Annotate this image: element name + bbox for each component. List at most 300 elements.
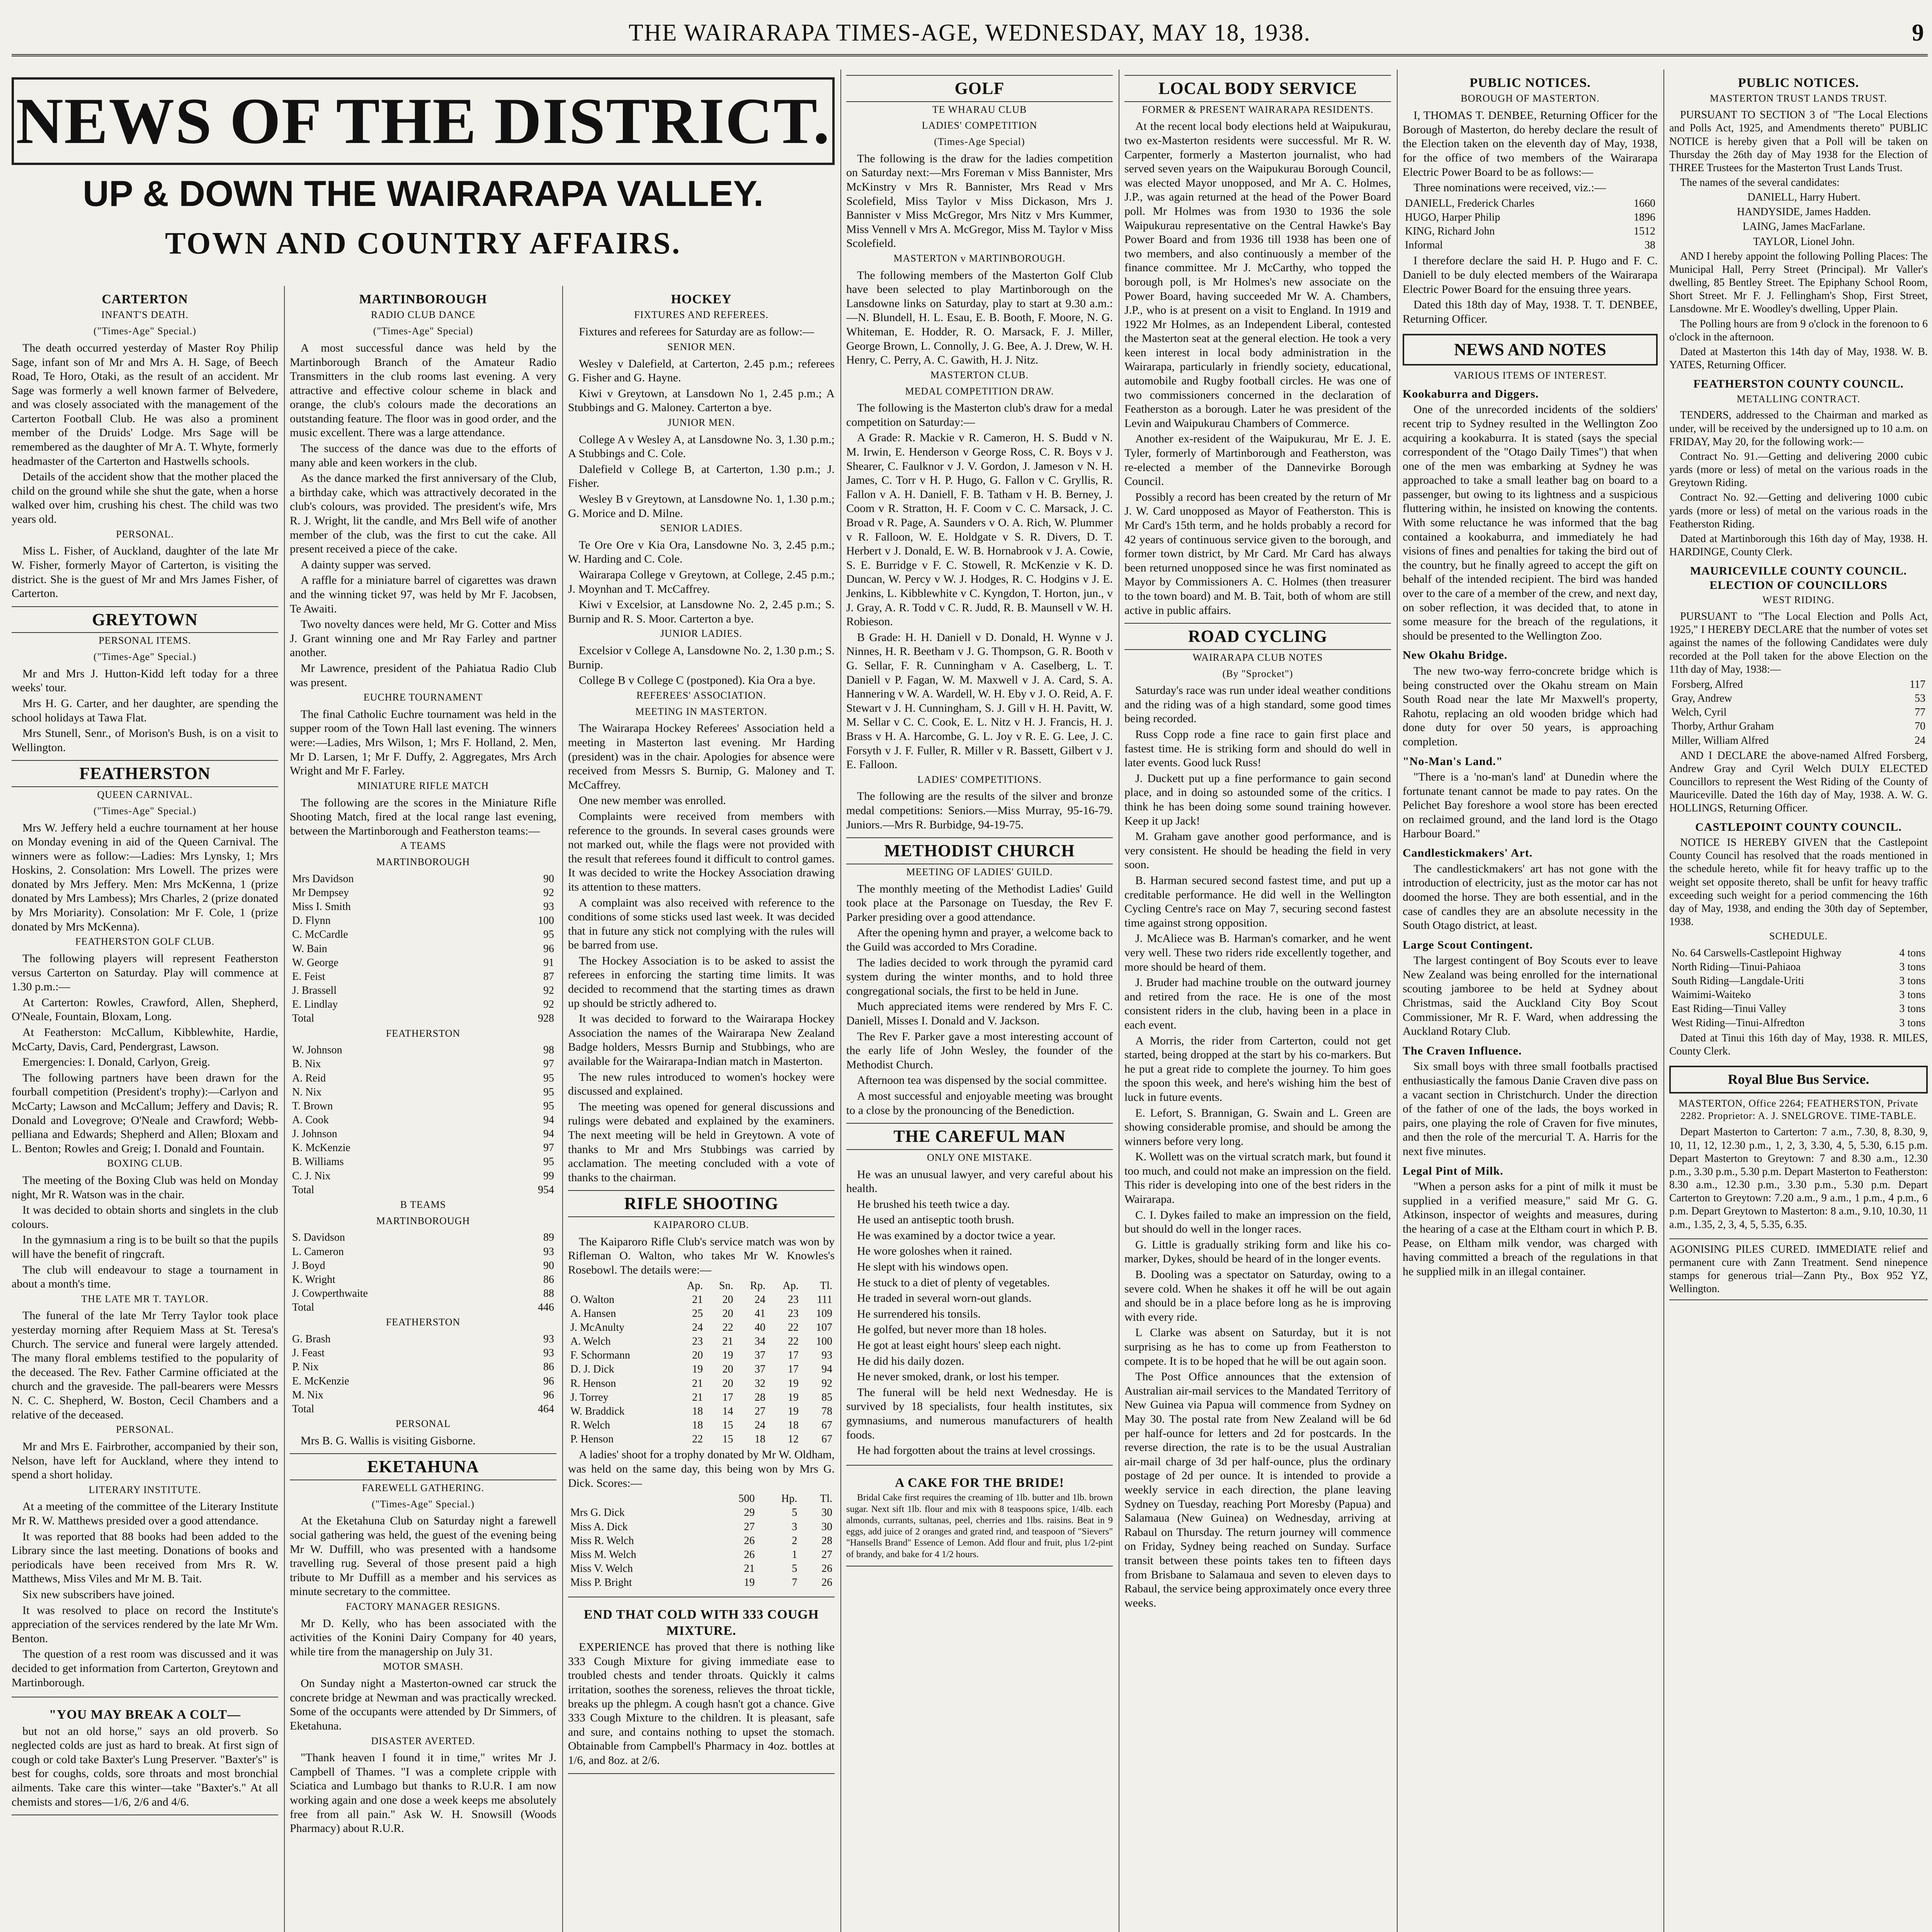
featherston-sub1: QUEEN CARNIVAL. [97,789,193,801]
table-cell: 111 [817,1293,832,1306]
carterton-p1: The death occurred yesterday of Master Roy Philip Sage, infant son of Mr and Mrs A. H. Sage, of Beech Road, Te Horo, Otaki, as the result of an accident. Mr Sage was formerly a well known farmer of Belvedere, and was closely associated with the management of the Carterton Football Club. He was also a prominent member of the Druids' Lodge. Mrs Sage will be remembered as the daughter of Mr A. T. Whyte, formerly headmaster of the Carterton and Hastwells schools. [12,341,278,468]
masthead-title: THE WAIRARAPA TIMES-AGE, WEDNESDAY, MAY 18, 1938. [628,19,1311,46]
table-cell: Thorby, Arthur Graham [1672,720,1774,733]
table-cell: 117 [1910,678,1925,690]
table-cell: Miss P. Bright [570,1577,632,1589]
cycling-p15: The Post Office announces that the extension of Australian air-mail services to the Mandated Territory of New Guinea via Papua will commence from Sydney on May 30. The postal rate from New Zealand will be 6d per half-ounce for letters and 2d for postcards. In the reverse direction, the rate is to be the usual Australian air-mail charge of 3d per half-ounce, plus the ordinary postage of 2d per ounce. It is intended to provide a weekly service in each direction, the plane leaving Sydney on Tuesday, reaching Port Moresby (Papua) and Salamaua (New Guinea) on Wednesday, arriving at Rabaul on Thursday. The return journey will commence on Friday, Sydney being reached on Sunday. Surface transit between these points takes ten to fifteen days from Brisbane to Salamaua and seven to eleven days to Rabaul, the service being approximately once every three weeks. [1124,1370,1391,1609]
golf-p1: The following is the draw for the ladies competition on Saturday next:—Mrs Foreman v Miss Bannister, Mrs McKinstry v Mrs R. Bannister, Mrs Read v Mrs Scolefield, Miss Taylor v Miss Dickason, Mrs J. Bannister v Miss McGregor, Mrs Nitz v Mrs Kummer, Miss Vennell v Mrs A. McGregor, Miss M. Taylor v Miss Scolefield. [846,152,1113,250]
table-cell: 67 [821,1419,832,1432]
table-cell: 40 [754,1321,765,1334]
golf-p4: A Grade: R. Mackie v R. Cameron, H. S. Budd v N. M. Irwin, E. Henderson v George Ross, C. R. Boys v J. Shearer, C. Faulknor v J. V. Gordon, J. Jameson v N. H. James, C. Torr v H. P. Hugo, G. Fallon v C. Gryllis, R. Fallon v A. H. Daniell, F. B. Tatham v H. B. Berney, J. Coom v R. Stratton, H. F. Coom v C. C. Marsack, J. C. Broad v R. Page, A. Saunders v O. A. Rich, W. Plummer v R. Falloon, W. E. Holdgate v S. R. Divers, D. T. Herbert v J. Donald, E. W. B. Hornabrook v J. A. Cowie, S. E. Burridge v F. C. Stowell, R. McKenzie v K. D. Duncan, W. Percy v W. J. Hodges, R. C. Hodgins v J. E. Jenkins, L. Kibblewhite v C. Kyngdon, T. Horton, jun., v J. Gray, A. R. Todd v C. R. Judd, R. B. Maunsell v W. H. Robieson. [846,431,1113,628]
total-value: 928 [538,1012,554,1025]
table-row [1403,197,1658,211]
martinborough-sub1: RADIO CLUB DANCE [371,309,476,321]
table-header-cell: Hp. [781,1493,798,1505]
eketahuna-heading: EKETAHUNA [290,1453,556,1480]
golf-sub4: MASTERTON CLUB. [930,369,1029,381]
table-row [290,1374,556,1388]
table-cell: 92 [543,886,554,899]
table-cell: 23 [787,1307,799,1320]
rifle-p2: A ladies' shoot for a trophy donated by Mr W. Oldham, was held on the same day, this being won by Mrs G. Dick. Scores:— [568,1448,835,1490]
table-cell: East Riding—Tinui Valley [1672,1003,1787,1015]
table-cell: 93 [543,901,554,913]
cough-ad [568,1597,835,1774]
table-cell: 7 [792,1577,798,1589]
table-cell: J. Johnson [292,1128,337,1140]
table-cell: T. Brown [292,1100,333,1112]
table-row [290,928,556,942]
golf-sub2: LADIES' COMPETITION [922,120,1037,131]
table-cell: 96 [543,1375,554,1387]
nn-p2: The new two-way ferro-concrete bridge which is being constructed over the Okahu stream on Main South Road near the late Mr Maxwell's property, Rahotu, replacing an old wooden bridge which had done duty for over 50 years, is approaching completion. [1403,665,1658,748]
table-row [568,1335,835,1349]
table-cell: 27 [821,1548,832,1561]
trust-p12: NOTICE IS HEREBY GIVEN that the Castlepoint County Council has resolved that the roads mentioned in the schedule hereto, while fit for heavy traffic up to the weight set opposite thereto, shall be unfit for heavy traffic exceeding such weight for a period commencing the 16th day of May, 1938, and ending the 30th day of September, 1938. [1669,837,1928,928]
table-cell: 38 [1645,239,1655,252]
nn-p5: The largest contingent of Boy Scouts ever to leave New Zealand was being enrolled for the international scouting jamboree to be held at Sydney about Christmas, said the Auckland City Boy Scout Commissioner, Mr R. F. Ward, when addressing the Auckland Rotary Club. [1403,954,1658,1038]
hockey-p1: Fixtures and referees for Saturday are as follow:— [579,325,814,338]
table-row [290,1259,556,1273]
local-p3: Possibly a record has been created by the return of Mr J. W. Card unopposed as Mayor of Featherston. This is Mr Card's 15th term, and he holds probably a record for 42 years of continuous service given to the borough, and former town district, by Mr Card. Mr Card has always been returned unopposed since he was first nominated as Mayor by Commissioners A. C. Holmes (then treasurer to the town board) and M. B. Tait, both of whom are still active in public affairs. [1124,490,1391,617]
table-cell: J. Torrey [570,1391,609,1403]
table-cell: W. Johnson [292,1044,342,1056]
b-mart-total [290,1301,556,1315]
total-value: 954 [538,1184,554,1196]
table-row [290,1127,556,1141]
table-cell: 27 [754,1405,765,1417]
cycling-heading: ROAD CYCLING [1124,623,1391,650]
featherston-p8: It was decided to obtain shorts and singlets in the club colours. [12,1204,278,1231]
table-row [568,1307,835,1321]
careful-lines [846,1168,1113,1458]
nn-p7: "When a person asks for a pint of milk it must be supplied in a verified measure," said Mr G. G. Atkinson, inspector of weights and measures, during the hearing of a case at the Eltham court in which P. B. Pease, on Eltham milk vendor, was charged with having committed a breach of the regulations in that he supplied milk in an illegal container. [1403,1180,1658,1278]
table-cell: 94 [543,1128,554,1140]
featherston-p7: The meeting of the Boxing Club was held on Monday night, Mr R. Watson was in the chair. [12,1174,278,1201]
table-row [290,1085,556,1099]
local-heading: LOCAL BODY SERVICE [1124,75,1391,102]
table-cell: 20 [722,1307,733,1320]
column-rule [1397,70,1398,1932]
table-cell: M. Nix [292,1389,323,1401]
bus-tel: MASTERTON, Office 2264; FEATHERSTON, Private 2282. Proprietor: A. J. SNELGROVE. TIME-TABLE. [1679,1098,1918,1121]
b-feat-total [290,1402,556,1416]
methodist-p1: The monthly meeting of the Methodist Ladies' Guild took place at the Parsonage on Tuesday, the Rev F. Parker presiding over a good attendance. [846,882,1113,923]
featherston-p2: The following players will represent Featherston versus Carterton on Saturday. Play will commence at 1.30 p.m.:— [12,952,278,993]
nn-h3: "No-Man's Land." [1403,755,1503,768]
column-1 [12,286,278,1932]
cake-heading: A CAKE FOR THE BRIDE! [895,1475,1064,1490]
martinborough-p3: As the dance marked the first anniversary of the Club, a birthday cake, which was attractively decorated in the club's colours, was provided. The president's wife, Mrs R. J. Wright, lit the candle, and Mrs Bell wife of another member of the club, was the first to cut the cake. All present received a piece of the cake. [290,472,556,556]
table-cell: 17 [722,1391,733,1403]
table-cell: F. Schormann [570,1349,630,1362]
methodist-sub1: MEETING OF LADIES' GUILD. [906,866,1053,878]
a-feat-heading: FEATHERSTON [386,1027,461,1039]
table-cell: C. McCardle [292,929,348,941]
section-title: TOWN AND COUNTRY AFFAIRS. [165,226,681,260]
greytown-p1: Mr and Mrs J. Hutton-Kidd left today for a three weeks' tour. [12,667,278,694]
table-cell: C. J. Nix [292,1170,331,1182]
table-cell: No. 64 Carswells-Castlepoint Highway [1672,947,1842,959]
table-row [290,1346,556,1360]
table-cell: 21 [744,1562,755,1575]
table-cell: J. McAnulty [570,1321,624,1334]
a-mart-table [290,872,556,1012]
cycling-sub1: WAIRARAPA CLUB NOTES [1192,651,1323,663]
trust-p6: TENDERS, addressed to the Chairman and marked as under, will be received by the undersigned up to 10 a.m. on FRIDAY, May 20, for the following work:— [1669,409,1928,448]
table-row [290,1071,556,1085]
cycling-p11: C. I. Dykes failed to make an impression on the field, but should do well in the longer races. [1124,1208,1391,1236]
table-cell: 3 tons [1899,1017,1925,1029]
list-item: HANDYSIDE, James Hadden. [1737,206,1871,218]
hockey-jm2: Dalefield v College B, at Carterton, 1.30 p.m.; J. Fisher. [568,463,835,490]
table-cell: 18 [692,1405,703,1417]
golf-p6: The following are the results of the silver and bronze medal competitions: Seniors.—Miss Murray, 95-16-79. Juniors.—Mrs R. Burbidge, 94-19-75. [846,790,1113,831]
list-item: He golfed, but never more than 18 holes. [857,1323,1047,1336]
table-cell: 17 [787,1363,799,1376]
table-cell: 19 [787,1391,799,1403]
columns [12,70,1928,1932]
table-cell: 17 [787,1349,799,1362]
table-cell: 95 [543,929,554,941]
table-cell: Gray, Andrew [1672,692,1732,705]
table-cell: 88 [543,1287,554,1299]
table-cell: 53 [1915,692,1925,705]
table-cell: 92 [543,998,554,1011]
trust-t3b: WEST RIDING. [1762,594,1835,606]
table-cell: 23 [787,1293,799,1306]
table-row [1669,734,1928,748]
table-cell: 90 [543,872,554,885]
a-feat-table [290,1043,556,1183]
greytown-special: ("Times-Age" Special.) [93,651,197,663]
hockey-p4: Complaints were received from members with reference to the grounds. In several cases grounds were not marked out, while the flags were not provided with the result that referees found it difficult to control games. It was decided to write the Hockey Association drawing its attention to these matters. [568,810,835,893]
table-header-cell: Sn. [719,1279,733,1292]
martinborough-p9: The following are the scores in the Miniature Rifle Shooting Match, fired at the local range last evening, between the Martinborough and Featherston teams:— [290,796,556,837]
table-cell: P. Nix [292,1361,319,1373]
golf-p2: The following members of the Masterton Golf Club have been selected to play Martinborough on the Lansdowne links on Saturday, play to start at 9.30 a.m.:—N. Blundell, H. L. Esau, E. B. Booth, F. Moore, N. G. Whiteman, E. Hodder, R. O. Marsack, F. J. Miller, George Brown, L. Connolly, J. G. Bee, A. J. Drew, W. H. Henry, C. Perry, A. C. Gawith, H. J. Nitz. [846,269,1113,367]
table-cell: 12 [787,1433,799,1446]
table-cell: D. Flynn [292,915,331,927]
b-feat-table [290,1332,556,1402]
table-row [290,1388,556,1402]
cycling-p6: J. McAliece was B. Harman's comarker, and he went very well. These two riders ride excellently together, and more should be heard of them. [1124,932,1391,973]
table-cell: E. Lindlay [292,998,338,1011]
hockey-p6: The Hockey Association is to be asked to assist the referees in enforcing the starting time limits. It was decided to recommend that the starting times as drawn up should be strictly adhered to. [568,954,835,1010]
total-label: Total [292,1012,315,1025]
table-cell: KING, Richard John [1405,225,1495,238]
cycling-p1: Saturday's race was run under ideal weather conditions and the riding was of a high standard, some good times being recorded. [1124,684,1391,725]
hockey-p8: The new rules introduced to women's hockey were discussed and explained. [568,1070,835,1098]
table-cell: K. McKenzie [292,1142,350,1154]
newspaper-page [12,12,1928,1932]
golf-sub5: MEDAL COMPETITION DRAW. [905,385,1054,397]
table-cell: Miss A. Dick [570,1520,628,1533]
table-cell: 24 [754,1293,765,1306]
table-row [290,1141,556,1155]
table-row [290,1169,556,1183]
methodist-p7: A most successful and enjoyable meeting was brought to a close by the pronouncing of the Benediction. [846,1089,1113,1117]
trust-t1: MASTERTON TRUST LANDS TRUST. [1710,93,1887,104]
eketahuna-sub3: MOTOR SMASH. [383,1661,463,1672]
list-item: He used an antiseptic tooth brush. [857,1213,1014,1226]
hockey-jl: JUNIOR LADIES. [660,628,742,639]
table-cell: 1512 [1634,225,1655,238]
list-item: DANIELL, Harry Hubert. [1747,191,1861,204]
careful-sub1: ONLY ONE MISTAKE. [927,1151,1032,1163]
total-label: Total [292,1301,315,1314]
bus-heading: Royal Blue Bus Service. [1669,1066,1928,1094]
trust-p5: Dated at Masterton this 14th day of May, 1938. W. B. YATES, Returning Officer. [1669,345,1928,371]
hockey-p2: The Wairarapa Hockey Referees' Association held a meeting in Masterton last evening. Mr Harding (president) was in the chair. Apologies for absence were received from Messrs S. Burnip, G. Maloney and T. McCaffrey. [568,722,835,791]
table-row [1669,1002,1928,1016]
table-cell: 21 [692,1391,703,1403]
table-cell: 18 [787,1419,799,1432]
list-item: He was examined by a doctor twice a year. [857,1229,1056,1242]
table-cell: Mr Dempsey [292,886,349,899]
golf-special: (Times-Age Special) [934,136,1025,148]
nn-p6: Six small boys with three small footballs practised enthusiastically the famous Danie Craven dive pass on a vacant section in Christchurch. Under the direction of the father of one of the lads, the boys worked in pairs, one playing the role of Craven for five minutes, and then the role of the mercurial T. A. Harris for the next five minutes. [1403,1060,1658,1158]
news-notes-heading: NEWS AND NOTES [1403,334,1658,366]
table-cell: 96 [543,1389,554,1401]
notices-cands [1403,197,1658,253]
table-row [1403,238,1658,252]
golf-sub6: LADIES' COMPETITIONS. [917,774,1042,785]
table-cell: 23 [692,1335,703,1348]
nn-h4: Candlestickmakers' Art. [1403,847,1533,860]
local-sub1: FORMER & PRESENT WAIRARAPA RESIDENTS. [1142,104,1374,115]
table-row [290,914,556,928]
hockey-sm1: Wesley v Dalefield, at Carterton, 2.45 p.m.; referees G. Fisher and G. Hayne. [568,357,835,384]
carterton-sub1: INFANT'S DEATH. [101,309,189,321]
golf-sub1: TE WHARAU CLUB [932,104,1027,115]
featherston-p1: Mrs W. Jeffery held a euchre tournament at her house on Monday evening in aid of the Queen Carnival. The winners were as follow:—Ladies: Mrs Lynsky, 1; Mrs Hoskins, 2. Consolation: Mrs Lowell. The prizes were donated by Mrs Jeffery. Men: Mrs McKenna, 1 (prize donated by Mrs Lambess); Mrs Charles, 2 (prize donated by Mrs Moriarity). Consolation: Mr F. Cole, 1 (prize donated by Mrs McKenna). [12,821,278,933]
table-cell: 20 [722,1377,733,1389]
table-cell: W. Braddick [570,1405,625,1417]
table-cell: 97 [543,1058,554,1070]
table-row [568,1534,835,1548]
table-cell: D. J. Dick [570,1363,614,1376]
table-cell: 20 [692,1349,703,1362]
table-cell: 28 [821,1534,832,1547]
table-cell: 95 [543,1072,554,1084]
hockey-sl2: Wairarapa College v Greytown, at College, 2.45 p.m.; J. Moynhan and T. McCaffrey. [568,568,835,595]
cycling-p13: B. Dooling was a spectator on Saturday, owing to a severe cold. When he shakes it off he will be out again and should be in a place before long as he is improving with every ride. [1124,1268,1391,1323]
table-cell: Waimimi-Waiteko [1672,989,1751,1001]
trust-p7: Contract No. 91.—Getting and delivering 2000 cubic yards (more or less) of metal on the various roads in the Greytown Riding. [1669,450,1928,489]
eketahuna-p4: "Thank heaven I found it in time," writes Mr J. Campbell of Thames. "I was a complete cripple with Sciatica and Lumbago but thanks to R.U.R. I am now working again and one dose a week keeps me absolutely free from all pain." Ask W. H. Snowsill (Woods Pharmacy) about R.U.R. [290,1751,556,1835]
table-cell: 24 [692,1321,703,1334]
table-cell: Mrs G. Dick [570,1507,625,1519]
table-row [1669,706,1928,719]
trust-cands [1669,191,1928,248]
cycling-p4: M. Graham gave another good performance, and is very consistent. He should be heading the field in very soon. [1124,830,1391,871]
table-row [290,1273,556,1287]
table-cell: R. Henson [570,1377,616,1389]
trust-heading: PUBLIC NOTICES. [1738,76,1859,90]
table-cell: E. McKenzie [292,1375,349,1387]
table-cell: W. Bain [292,942,327,955]
piles-ad: AGONISING PILES CURED. IMMEDIATE relief and permanent cure with Zann Treatment. Send ninepence stamps for generous trial—Zann Pty., Box 952 YZ, Wellington. [1669,1238,1928,1301]
table-row [290,984,556,998]
banner [12,70,835,286]
list-item: He was an unusual lawyer, and very careful about his health. [846,1168,1113,1195]
table-cell: Forsberg, Alfred [1672,678,1743,690]
table-cell: R. Welch [570,1419,610,1432]
table-header-row [568,1492,835,1506]
table-cell: 26 [744,1534,755,1547]
total-value: 446 [538,1301,554,1314]
table-row [1669,678,1928,692]
featherston-p5: Emergencies: I. Donald, Carlyon, Greig. [22,1056,210,1069]
table-cell: 20 [722,1293,733,1306]
total-label: Total [292,1184,315,1196]
martinborough-p10: Mrs B. G. Wallis is visiting Gisborne. [301,1434,476,1447]
colt-ad [12,1697,278,1815]
table-cell: 95 [543,1100,554,1112]
martinborough-p4: A dainty supper was served. [301,558,431,571]
table-cell: 85 [821,1391,832,1403]
greytown-heading: GREYTOWN [12,606,278,633]
table-row [290,1245,556,1259]
table-cell: 99 [543,1170,554,1182]
table-cell: Welch, Cyril [1672,706,1727,719]
list-item: He never smoked, drank, or lost his temper. [857,1370,1060,1383]
table-header-cell: Tl. [820,1279,832,1292]
table-cell: 100 [816,1335,832,1348]
table-cell: 27 [744,1520,755,1533]
table-header-cell: 500 [738,1493,755,1505]
greytown-sub1: PERSONAL ITEMS. [99,635,191,646]
table-row [290,872,556,886]
hockey-p5: A complaint was also received with reference to the conditions of some sticks used last week. It was decided that in future any stick not complying with the rules will be barred from use. [568,896,835,952]
eketahuna-p2: Mr D. Kelly, who has been associated with the activities of the Konini Dairy Company for 40 years, while tire from the managership on July 31. [290,1617,556,1658]
b-mart-table [290,1231,556,1301]
table-row [568,1293,835,1307]
table-cell: 25 [692,1307,703,1320]
list-item: He brushed his teeth twice a day. [857,1197,1010,1211]
table-cell: South Riding—Langdale-Uriti [1672,975,1804,987]
martinborough-heading: MARTINBOROUGH [359,292,487,306]
martinborough-p5: A raffle for a miniature barrel of cigarettes was drawn and the winning ticket 97, was held by Mr F. Jacobsen, Te Awaiti. [290,574,556,615]
featherston-p4: At Featherston: McCallum, Kibblewhite, Hardie, McCarty, Davis, Card, Pendergrast, Lawson. [12,1026,278,1053]
trust-t4: CASTLEPOINT COUNTY COUNCIL. [1695,821,1902,834]
table-cell: 29 [744,1507,755,1519]
featherston-p3: At Carterton: Rowles, Crawford, Allen, Shepherd, O'Neale, Fountain, Bloxam, Long. [12,996,278,1023]
featherston-sub6: LITERARY INSTITUTE. [88,1484,201,1495]
table-cell: Miss V. Welch [570,1562,633,1575]
trust-p2: The names of the several candidates: [1680,176,1840,189]
martinborough-special: ("Times-Age" Special) [373,325,473,337]
table-cell: 86 [543,1361,554,1373]
eketahuna-p1: At the Eketahuna Club on Saturday night a farewell social gathering was held, the guest of the evening being Mr W. Duffill, who was presented with a handsome travelling rug. Several of those present paid a high tribute to Mr Duffill as a member and his services as minute secretary to the committee. [290,1514,556,1598]
table-row [1403,211,1658,224]
column-5 [1124,70,1391,1932]
table-cell: 22 [692,1433,703,1446]
greytown-p3: Mrs Stunell, Senr., of Morison's Bush, is on a visit to Wellington. [12,727,278,754]
table-row [290,1099,556,1113]
cycling-p2: Russ Copp rode a fine race to gain first place and fastest time. He is striking form and should do well in later events. Good luck Russ! [1124,728,1391,769]
table-cell: 77 [1915,706,1925,719]
table-cell: 3 tons [1899,961,1925,973]
hockey-sl3: Kiwi v Excelsior, at Lansdowne No. 2, 2.45 p.m.; S. Burnip and R. S. Moor. Carterton a bye. [568,598,835,625]
table-cell: HUGO, Harper Philip [1405,211,1500,223]
rifle-table [568,1279,835,1447]
table-row [290,1287,556,1301]
trust-t3: MAURICEVILLE COUNTY COUNCIL. ELECTION OF COUNCILLORS [1690,565,1907,592]
teams-a-heading: A TEAMS [400,840,446,852]
featherston-p16: It was resolved to place on record the Institute's appreciation of the services rendered by the late Mr Wm. Benton. [12,1604,278,1645]
table-cell: 97 [543,1142,554,1154]
table-cell: 37 [754,1363,765,1376]
hockey-p7: It was decided to forward to the Wairarapa Hockey Association the names of the Wairarapa New Zealand Badge holders, Messrs Burnip and Stubbings, who are available for the Wairarapa-Indian match in Masterton. [568,1012,835,1068]
golf-heading: GOLF [846,75,1113,102]
masthead [12,12,1928,56]
b-mart-heading: MARTINBOROUGH [376,1215,470,1226]
notices-heading: PUBLIC NOTICES. [1469,76,1591,90]
table-row [568,1576,835,1590]
rifle-ladies-body [568,1506,835,1590]
table-header-cell: Rp. [750,1279,765,1292]
table-cell: 4 tons [1899,947,1925,959]
table-row [568,1506,835,1520]
list-item: LAING, James MacFarlane. [1742,221,1866,233]
rifle-table-head [568,1279,835,1293]
table-cell: 21 [692,1377,703,1389]
hockey-heading: HOCKEY [671,292,732,306]
table-cell: L. Cameron [292,1245,344,1258]
table-cell: E. Feist [292,970,325,983]
table-cell: 89 [543,1231,554,1244]
trust-schedule: SCHEDULE. [1769,930,1828,942]
table-row [290,1231,556,1245]
methodist-heading: METHODIST CHURCH [846,837,1113,864]
cake-text: Bridal Cake first requires the creaming of 1lb. butter and 1lb. brown sugar. Next sift 1lb. flour and mix with 8 teaspoons spice, 1/4lb. each almonds, currants, sultanas, peel, cherries and 1lbs. raisins. Beat in 9 eggs, add juice of 2 oranges and grated rind, and teaspoon of "Sievers" "Hansells Brand" Essence of Lemon. Add flour and fruit, plus 1/2-pint of brandy, and bake for 4 1/2 hours. [846,1493,1113,1560]
table-cell: 15 [722,1419,733,1432]
nn-p4: The candlestickmakers' art has not gone with the introduction of electricity, just as the motor car has not doomed the horse. They are both essential, and in the case of candles they are an absolute necessity in the South Otago district, at least. [1403,862,1658,932]
table-row [290,1057,556,1071]
nn-p1: One of the unrecorded incidents of the soldiers' recent trip to Sydney resulted in the Wellington Zoo acquiring a kookaburra. It is stated (says the special correspondent of the "Otago Daily Times") that when one of the men was embarking at Sydney he was approached to take a small leather bag on board to a passenger, but owing to its lightness and a suspicious fluttering within, he insisted on knowing the contents. With some reluctance he was informed that the bag contained a kookaburra, and immediately he had visions of fines and penalties for taking the bird out of the country, but he finally agreed to accept the gift on behalf of the intended recipient. The bird was handed over to the care of a member of the crew, and next day, on sober reflection, it was decided that, to atone in some measure for the breach of the regulations, it should be presented to the Wellington Zoo. [1403,403,1658,642]
table-cell: Mrs Davidson [292,872,354,885]
table-cell: 21 [692,1293,703,1306]
hockey-jl1: Excelsior v College A, Lansdowne No. 2, 1.30 p.m.; S. Burnip. [568,644,835,671]
table-row [290,1155,556,1169]
a-mart-heading: MARTINBOROUGH [376,856,470,868]
table-cell: 28 [754,1391,765,1403]
table-cell: 92 [821,1377,832,1389]
cycling-p10: K. Wollett was on the virtual scratch mark, but found it too much, and could not make an impression on the field. This rider is developing into one of the best riders in the Wairarapa. [1124,1150,1391,1206]
methodist-p3: The ladies decided to work through the pyramid card system during the winter months, and to hold three congregational socials, the first to be held in June. [846,956,1113,997]
cycling-p14: L Clarke was absent on Saturday, but it is not surprising as he has to come up from Featherston to compete. It is to be hoped that he will be out again soon. [1124,1326,1391,1367]
table-cell: J. Feast [292,1347,325,1359]
hockey-sm: SENIOR MEN. [667,341,735,352]
notices-n1c: I therefore declare the said H. P. Hugo and F. C. Daniell to be duly elected members of the Wairarapa Electric Power Board for the ensuing three years. [1403,254,1658,296]
martinborough-p8: The final Catholic Euchre tournament was held in the supper room of the Town Hall last evening. The winners were:—Ladies, Mrs Wilson, 1; Mrs F. Holland, 2. Men, Mr D. Larsen, 1; Mr F. Duffy, 2. Aggregates, Mrs Arch Wright and Mr F. Farley. [290,707,556,777]
hockey-sub3: MEETING IN MASTERTON. [635,706,767,717]
hockey-sl1: Te Ore Ore v Kia Ora, Lansdowne No. 3, 2.45 p.m.; W. Harding and C. Cole. [568,538,835,566]
table-cell: N. Nix [292,1086,322,1098]
table-cell: A. Hansen [570,1307,616,1320]
featherston-sub4: THE LATE MR T. TAYLOR. [81,1293,209,1304]
cake-ad [846,1465,1113,1566]
list-item: He stuck to a diet of plenty of vegetables. [857,1276,1050,1289]
table-row [1669,1016,1928,1030]
table-cell: 5 [792,1507,798,1519]
nn-h7: Legal Pint of Milk. [1403,1164,1503,1177]
careful-heading: THE CAREFUL MAN [846,1123,1113,1150]
column-3 [568,286,835,1932]
table-cell: G. Brash [292,1333,331,1345]
column-4 [846,70,1113,1932]
